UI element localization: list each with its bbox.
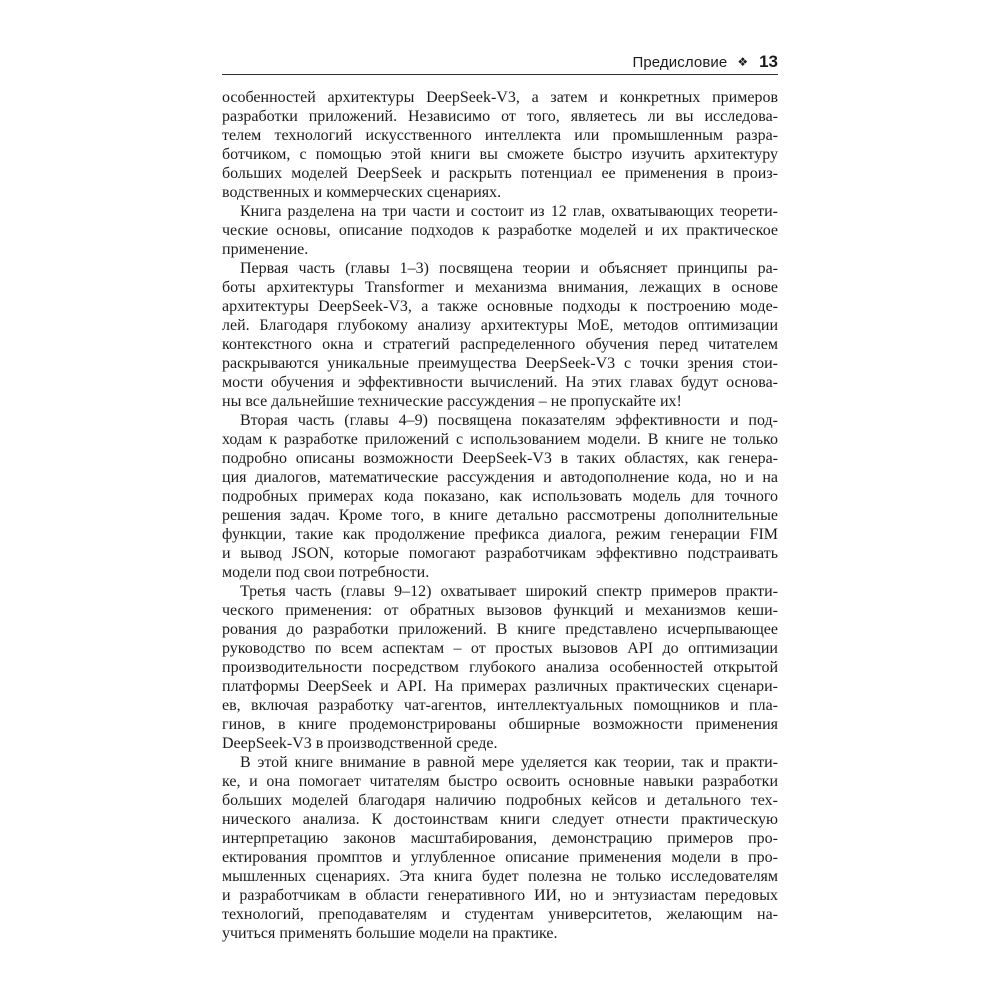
text-line: и вывод JSON, которые помогают разработчикам эффективно подстраивать bbox=[222, 545, 778, 562]
text-line: ходам к разработке приложений с использованием модели. В книге не только bbox=[222, 431, 778, 448]
text-line: ны все дальнейшие технические рассуждения – не пропускайте их! bbox=[222, 393, 682, 410]
text-line: телем технологий искусственного интеллекта или промышленным разра- bbox=[222, 127, 778, 144]
text-line: производительности посредством глубокого анализа особенностей открытой bbox=[222, 659, 778, 676]
text-line: ектирования промптов и углубленное описание применения модели в про- bbox=[222, 849, 778, 866]
page-body bbox=[222, 88, 778, 943]
text-line: разработки приложений. Независимо от того, являетесь ли вы исследова- bbox=[222, 108, 778, 125]
text-line: В этой книге внимание в равной мере уделяется как теории, так и практи- bbox=[240, 754, 778, 771]
text-line: Вторая часть (главы 4–9) посвящена показателям эффективности и под- bbox=[240, 412, 778, 429]
text-line: нического анализа. К достоинствам книги следует отнести практическую bbox=[222, 811, 778, 828]
text-line: лей. Благодаря глубокому анализу архитектуры MoE, методов оптимизации bbox=[222, 317, 778, 334]
text-line: контекстного окна и стратегий распределенного обучения перед читателем bbox=[222, 336, 778, 353]
text-line: руководство по всем аспектам – от простых вызовов API до оптимизации bbox=[222, 640, 778, 657]
text-line: ция диалогов, математические рассуждения и автодополнение кода, но и на bbox=[222, 469, 778, 486]
text-line: решения задач. Кроме того, в книге детально рассмотрены дополнительные bbox=[222, 507, 778, 524]
running-header bbox=[222, 52, 778, 72]
paragraph bbox=[222, 88, 778, 202]
text-line: платформы DeepSeek и API. На примерах различных практических сценари- bbox=[222, 678, 778, 695]
page-number: 13 bbox=[759, 52, 778, 71]
text-line: ческие основы, описание подходов к разработке моделей и их практическое bbox=[222, 222, 778, 239]
text-line: Первая часть (главы 1–3) посвящена теории и объясняет принципы ра- bbox=[240, 260, 778, 277]
text-line: ев, включая разработку чат-агентов, интеллектуальных помощников и пла- bbox=[222, 697, 778, 714]
text-line: DeepSeek-V3 в производственной среде. bbox=[222, 735, 498, 752]
text-line: гинов, в книге продемонстрированы обширные возможности применения bbox=[222, 716, 778, 733]
header-rule bbox=[222, 74, 778, 75]
text-line: раскрываются уникальные преимущества DeepSeek-V3 с точки зрения стои- bbox=[222, 355, 778, 372]
text-line: особенностей архитектуры DeepSeek-V3, а затем и конкретных примеров bbox=[222, 89, 778, 106]
text-line: технологий, преподавателям и студентам университетов, желающим на- bbox=[222, 906, 778, 923]
paragraph bbox=[222, 753, 778, 943]
text-line: учиться применять большие модели на практике. bbox=[222, 925, 558, 942]
text-line: подробно описаны возможности DeepSeek-V3 в таких областях, как генера- bbox=[222, 450, 778, 467]
text-line: подробных примерах кода показано, как использовать модель для точного bbox=[222, 488, 778, 505]
diamond-separator-icon: ❖ bbox=[737, 55, 749, 69]
text-line: больших моделей DeepSeek и раскрыть потенциал ее применения в произ- bbox=[222, 165, 778, 182]
text-line: мости обучения и эффективности вычислений. На этих главах будут основа- bbox=[222, 374, 778, 391]
paragraph bbox=[222, 411, 778, 582]
text-line: Книга разделена на три части и состоит из 12 глав, охватывающих теорети- bbox=[240, 203, 778, 220]
text-line: модели под свои потребности. bbox=[222, 564, 430, 581]
section-title: Предисловие bbox=[632, 54, 728, 71]
paragraph bbox=[222, 202, 778, 259]
text-line: интерпретацию законов масштабирования, демонстрацию примеров про- bbox=[222, 830, 778, 847]
text-line: ботчиком, с помощью этой книги вы сможете быстро изучить архитектуру bbox=[222, 146, 778, 163]
text-line: и разработчикам в области генеративного ИИ, но и энтузиастам передовых bbox=[222, 887, 778, 904]
text-line: Третья часть (главы 9–12) охватывает широкий спектр примеров практи- bbox=[240, 583, 778, 600]
text-line: применение. bbox=[222, 241, 309, 258]
paragraph bbox=[222, 259, 778, 411]
text-line: водственных и коммерческих сценариях. bbox=[222, 184, 502, 201]
text-line: больших моделей благодаря наличию подробных кейсов и детального тех- bbox=[222, 792, 778, 809]
text-line: мышленных сценариях. Эта книга будет полезна не только исследователям bbox=[222, 868, 778, 885]
text-line: боты архитектуры Transformer и механизма внимания, лежащих в основе bbox=[222, 279, 778, 296]
text-line: ческого применения: от обратных вызовов функций и механизмов кеши- bbox=[222, 602, 778, 619]
paragraph bbox=[222, 582, 778, 753]
text-line: ке, и она помогает читателям быстро освоить основные навыки разработки bbox=[222, 773, 778, 790]
text-line: функции, такие как продолжение префикса диалога, режим генерации FIM bbox=[222, 526, 778, 543]
text-line: рования до разработки приложений. В книге представлено исчерпывающее bbox=[222, 621, 778, 638]
text-column bbox=[222, 0, 778, 1000]
text-line: архитектуры DeepSeek-V3, а также основные подходы к построению моде- bbox=[222, 298, 778, 315]
